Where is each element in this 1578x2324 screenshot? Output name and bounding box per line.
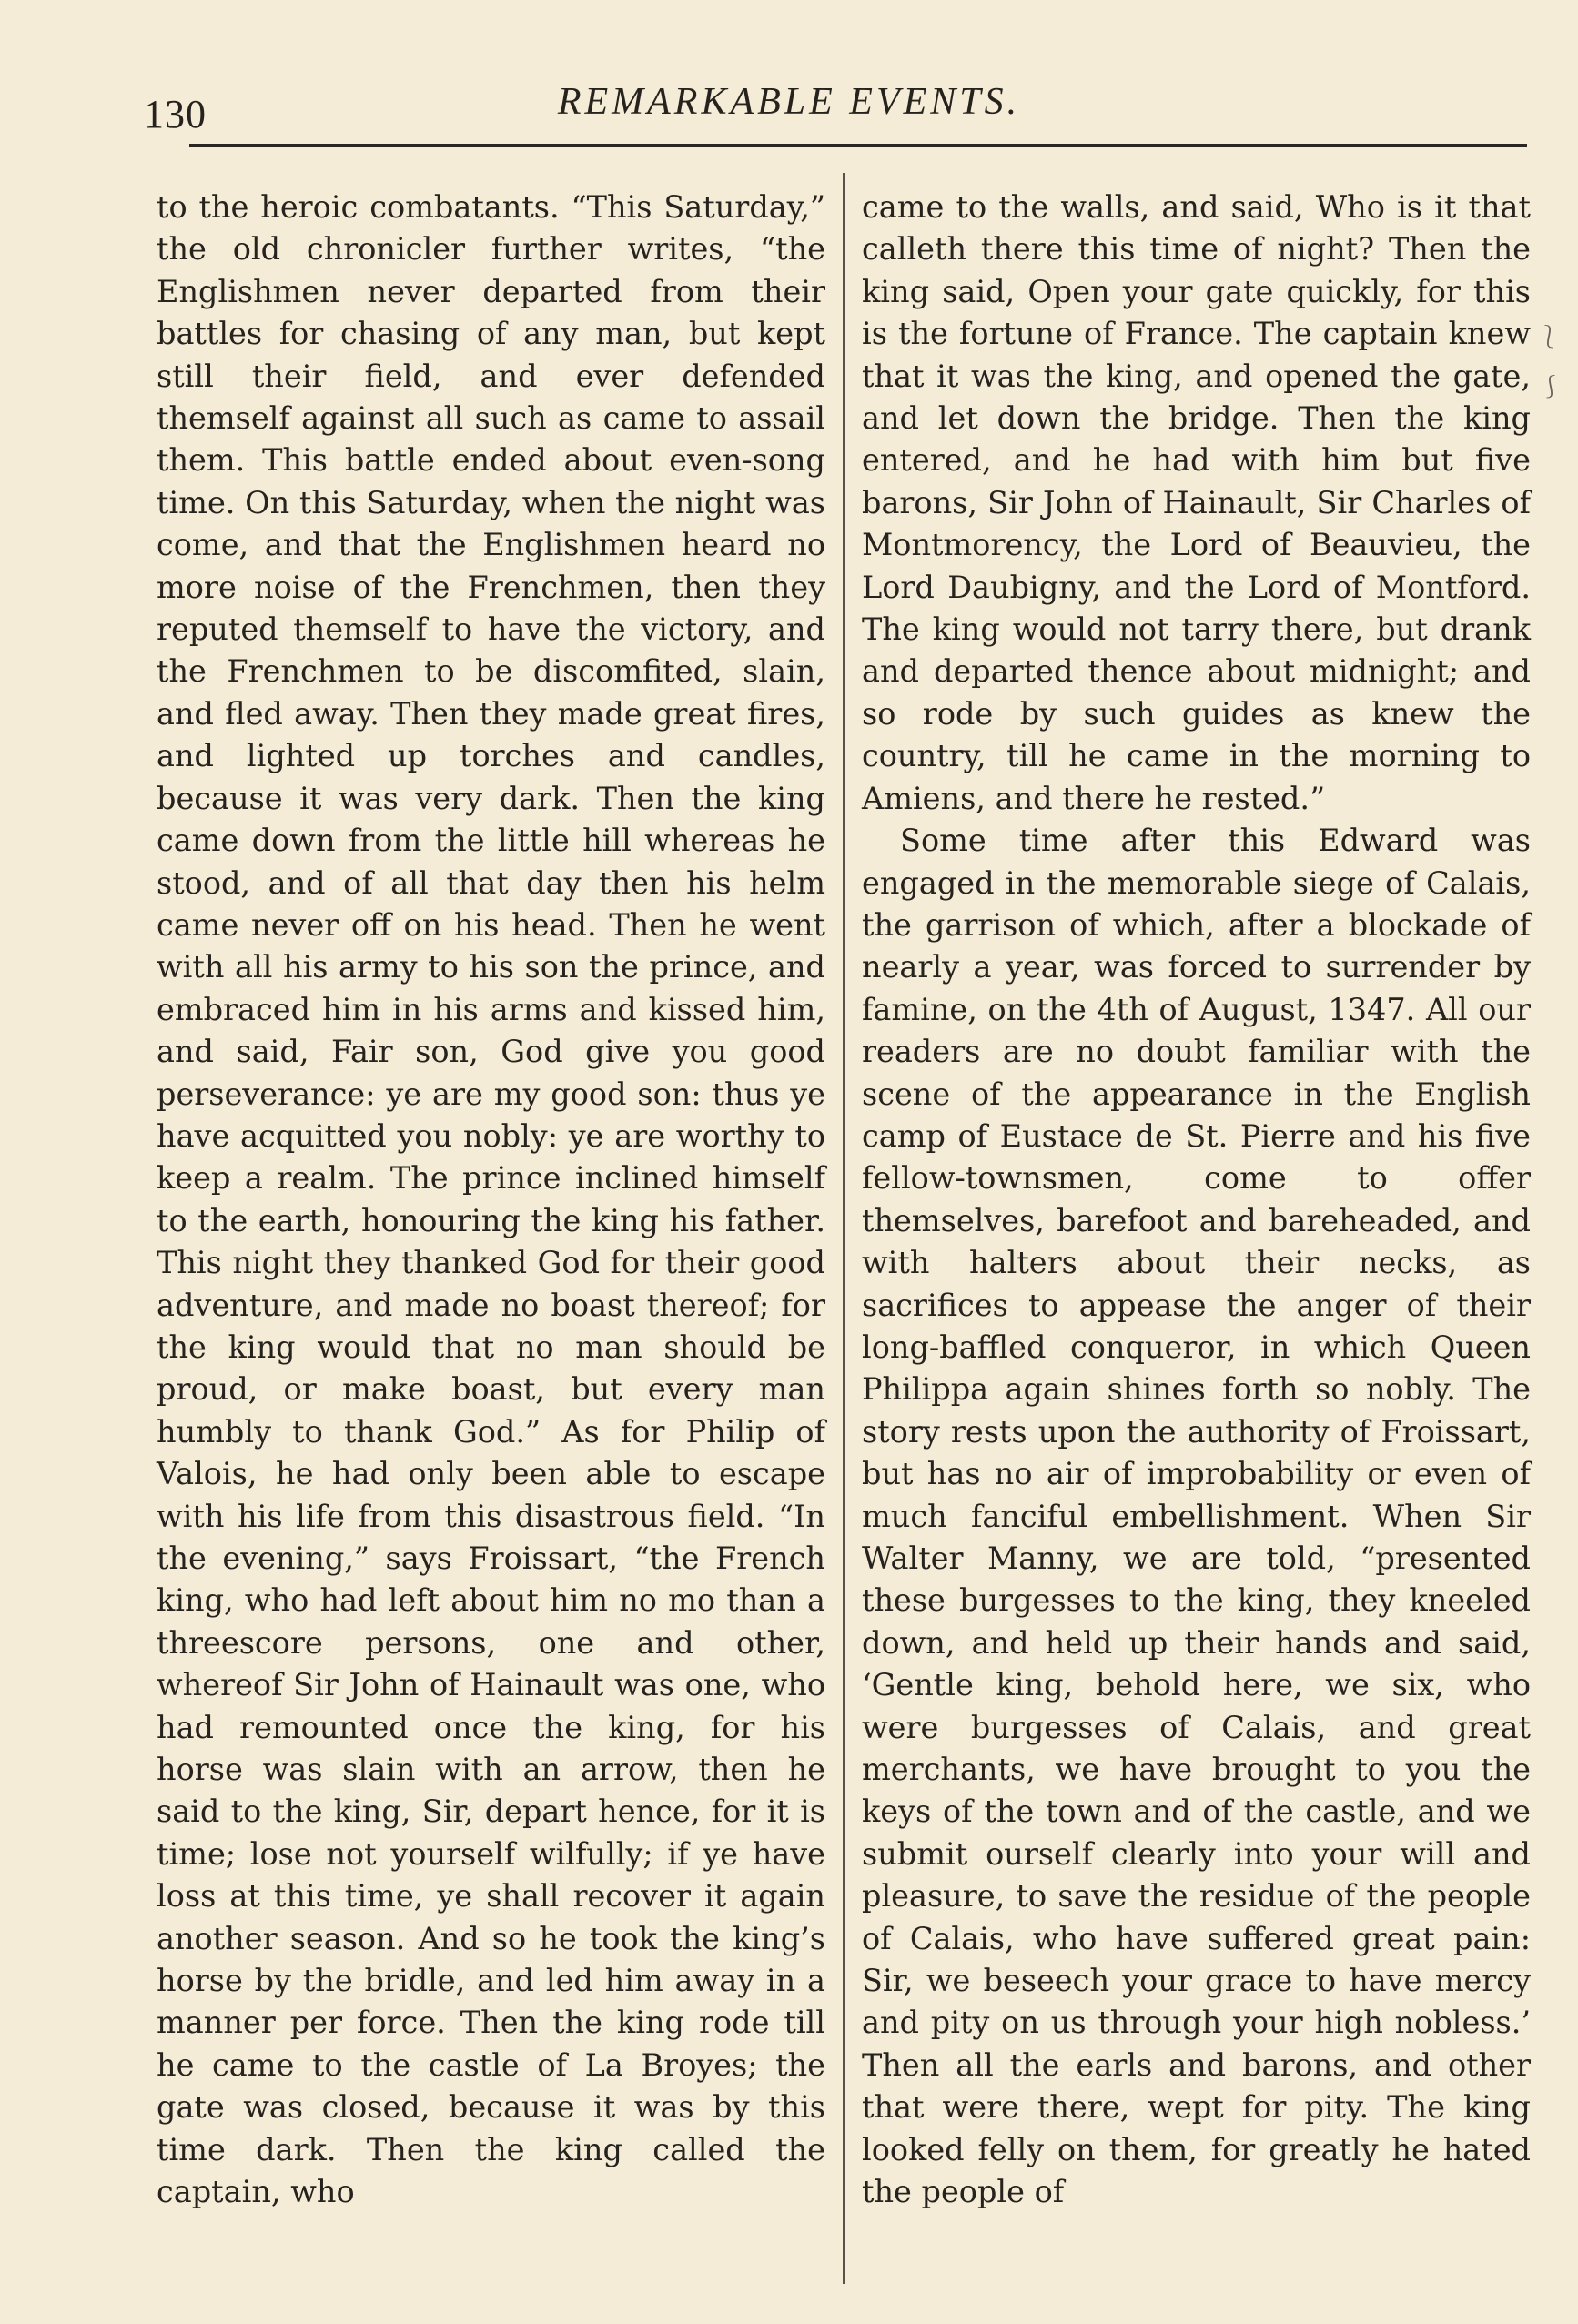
right-paragraph-1: came to the walls, and said, Who is it that calleth there this time of night? Then the king said, Open your gate quickly, for this is the fortune of France. The captain knew that it was the king, and opened the gate, and let down the bridge. Then the king entered, and he had with him but five barons, Sir John of Hainault, Sir Charles of Montmorency, the Lord of Beauvieu, the Lord Daubigny, and the Lord of Montford. The king would not tarry there, but drank and departed thence about midnight; and so rode by such guides as knew the country, till he came in the morning to Amiens, and there he rested.” [862, 189, 1531, 816]
margin-bracket-mark: ⎱ [1538, 324, 1560, 349]
margin-bracket-mark-2: ⎰ [1540, 374, 1562, 399]
right-paragraph-2: Some time after this Edward was engaged in the memorable siege of Calais, the garrison of which, after a blockade of nearly a year, was forced to surrender by famine, on the 4th of August, 1347. All our readers are no doubt familiar with the scene of the appearance in the English camp of Eustace de St. Pierre and his five fellow-townsmen, come to offer themselves, barefoot and bareheaded, and with halters about their necks, as sacrifices to appease the anger of their long-baffled conqueror, in which Queen Philippa again shines forth so nobly. The story rests upon the authority of Froissart, but has no air of improbability or even of much fanciful embellishment. When Sir Walter Manny, we are told, “presented these burgesses to the king, they kneeled down, and held up their hands and said, ‘Gentle king, behold here, we six, who were burgesses of Calais, and great merchants, we have brought to you the keys of the town and of the castle, and we submit ourself clearly into your will and pleasure, to save the residue of the people of Calais, who have suffered great pain: Sir, we beseech your grace to have mercy and pity on us through your high nobless.’ Then all the earls and barons, and other that were there, wept for pity. The king looked felly on them, for greatly he hated the people of [862, 823, 1531, 2210]
running-title: REMARKABLE EVENTS. [557, 81, 1021, 123]
left-column [157, 187, 825, 2214]
column-divider [843, 173, 845, 2284]
page-number: 130 [144, 92, 207, 136]
right-column [862, 187, 1531, 2214]
left-paragraph-1: to the heroic combatants. “This Saturday,” the old chronicler further writes, “the Englishmen never departed from their battles for chasing of any man, but kept still their field, and ever defended themself against all such as came to assail them. This battle ended about even-song time. On this Saturday, when the night was come, and that the Englishmen heard no more noise of the Frenchmen, then they reputed themself to have the victory, and the Frenchmen to be discomfited, slain, and fled away. Then they made great fires, and lighted up torches and candles, because it was very dark. Then the king came down from the little hill whereas he stood, and of all that day then his helm came never off on his head. Then he went with all his army to his son the prince, and embraced him in his arms and kissed him, and said, Fair son, God give you good perseverance: ye are my good son: thus ye have acquitted you nobly: ye are worthy to keep a realm. The prince inclined himself to the earth, honouring the king his father. This night they thanked God for their good adventure, and made no boast thereof; for the king would that no man should be proud, or make boast, but every man humbly to thank God.” As for Philip of Valois, he had only been able to escape with his life from this disastrous field. “In the evening,” says Froissart, “the French king, who had left about him no mo than a threescore persons, one and other, whereof Sir John of Hainault was one, who had remounted once the king, for his horse was slain with an arrow, then he said to the king, Sir, depart hence, for it is time; lose not yourself wilfully; if ye have loss at this time, ye shall recover it again another season. And so he took the king’s horse by the bridle, and led him away in a manner per force. Then the king rode till he came to the castle of La Broyes; the gate was closed, because it was by this time dark. Then the king called the captain, who [157, 189, 825, 2210]
header-rule [189, 144, 1527, 147]
